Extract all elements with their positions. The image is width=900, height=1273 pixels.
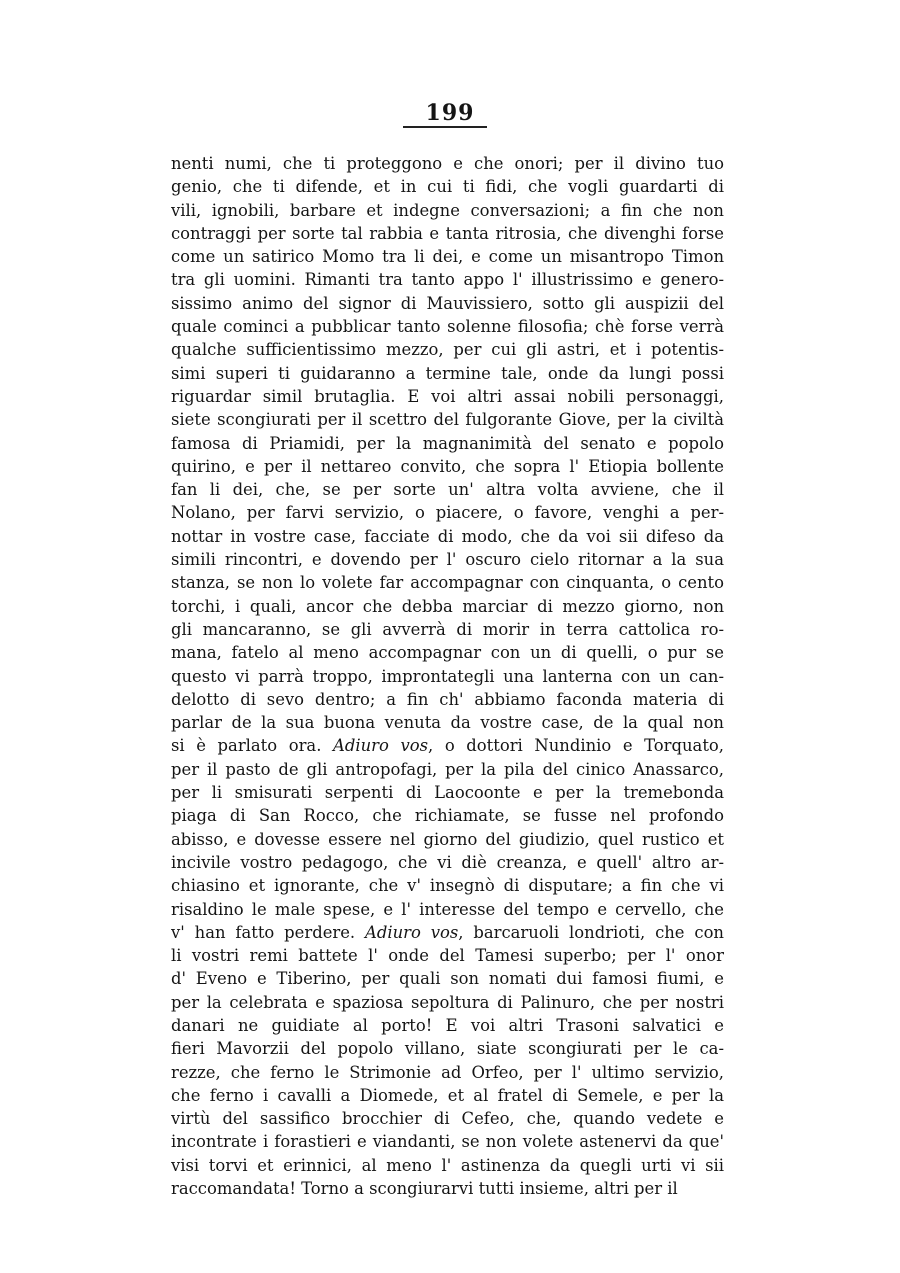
text-line: visi torvi et erinnici, al meno l' astinenza da quegli urti vi sii <box>171 1155 724 1175</box>
text-line: v' han fatto perdere. Adiuro vos, barcaruoli londrioti, che con <box>171 922 724 942</box>
text-line: danari ne guidiate al porto! E voi altri Trasoni salvatici e <box>171 1015 724 1035</box>
text-line: qualche sufficientissimo mezzo, per cui gli astri, et i potentis- <box>171 340 724 360</box>
text-line: si è parlato ora. Adiuro vos, o dottori Nundinio e Torquato, <box>171 736 724 756</box>
text-line: simili rincontri, e dovendo per l' oscuro cielo ritornar a la sua <box>171 550 724 570</box>
text-line: nenti numi, che ti proteggono e che onori; per il divino tuo <box>171 154 724 173</box>
text-line: genio, che ti difende, et in cui ti fidi, che vogli guardarti di <box>171 177 724 197</box>
text-line: piaga di San Rocco, che richiamate, se fusse nel profondo <box>171 806 724 826</box>
text-line: per il pasto de gli antropofagi, per la pila del cinico Anassarco, <box>171 759 724 779</box>
text-line: risaldino le male spese, e l' interesse del tempo e cervello, che <box>171 899 724 919</box>
text-line: per la celebrata e spaziosa sepoltura di Palinuro, che per nostri <box>171 992 724 1012</box>
text-line: abisso, e dovesse essere nel giorno del giudizio, quel rustico et <box>171 829 724 849</box>
text-line: per li smisurati serpenti di Laocoonte e per la tremebonda <box>171 783 724 803</box>
text-line: sissimo animo del signor di Mauvissiero, sotto gli auspizii del <box>171 293 724 313</box>
text-line: che ferno i cavalli a Diomede, et al fratel di Semele, e per la <box>171 1085 724 1105</box>
text-line: questo vi parrà troppo, improntategli una lanterna con un can- <box>171 666 724 686</box>
text-line: vili, ignobili, barbare et indegne conversazioni; a fin che non <box>171 200 724 220</box>
text-line: quirino, e per il nettareo convito, che sopra l' Etiopia bollente <box>171 456 724 476</box>
text-line: virtù del sassifico brocchier di Cefeo, che, quando vedete e <box>171 1109 724 1129</box>
text-line: riguardar simil brutaglia. E voi altri assai nobili personaggi, <box>171 386 724 406</box>
text-line: fieri Mavorzii del popolo villano, siate scongiurati per le ca- <box>171 1039 724 1059</box>
text-line: Nolano, per farvi servizio, o piacere, o favore, venghi a per- <box>171 503 724 523</box>
text-line: tra gli uomini. Rimanti tra tanto appo l' illustrissimo e genero- <box>171 270 724 290</box>
page-number: 199 <box>425 100 475 126</box>
text-line: fan li dei, che, se per sorte un' altra volta avviene, che il <box>171 480 724 500</box>
body-text <box>171 152 724 1200</box>
header-rule <box>403 126 487 128</box>
text-line: torchi, i quali, ancor che debba marciar di mezzo giorno, non <box>171 596 724 616</box>
text-line: incontrate i forastieri e viandanti, se non volete astenervi da que' <box>171 1132 724 1152</box>
text-line: contraggi per sorte tal rabbia e tanta ritrosia, che divenghi forse <box>171 223 724 243</box>
text-line: li vostri remi battete l' onde del Tamesi superbo; per l' onor <box>171 946 724 966</box>
text-line: siete scongiurati per il scettro del fulgorante Giove, per la civiltà <box>171 410 724 430</box>
text-line: come un satirico Momo tra li dei, e come un misantropo Timon <box>171 247 724 267</box>
text-line: incivile vostro pedagogo, che vi diè creanza, e quell' altro ar- <box>171 852 724 872</box>
text-line: simi superi ti guidaranno a termine tale, onde da lungi possi <box>171 363 724 383</box>
text-line: chiasino et ignorante, che v' insegnò di disputare; a fin che vi <box>171 876 724 896</box>
text-line: gli mancaranno, se gli avverrà di morir in terra cattolica ro- <box>171 619 724 639</box>
text-line: stanza, se non lo volete far accompagnar con cinquanta, o cento <box>171 573 724 593</box>
text-line: quale cominci a pubblicar tanto solenne filosofia; chè forse verrà <box>171 317 724 337</box>
text-line: raccomandata! Torno a scongiurarvi tutti insieme, altri per il <box>171 1179 678 1199</box>
text-line: nottar in vostre case, facciate di modo, che da voi sii difeso da <box>171 526 724 546</box>
text-line: d' Eveno e Tiberino, per quali son nomati dui famosi fiumi, e <box>171 969 724 989</box>
text-line: rezze, che ferno le Strimonie ad Orfeo, per l' ultimo servizio, <box>171 1062 724 1082</box>
text-line: parlar de la sua buona venuta da vostre case, de la qual non <box>171 713 724 733</box>
text-line: delotto di sevo dentro; a fin ch' abbiamo faconda materia di <box>171 689 724 709</box>
text-line: famosa di Priamidi, per la magnanimità del senato e popolo <box>171 433 724 453</box>
text-line: mana, fatelo al meno accompagnar con un di quelli, o pur se <box>171 643 724 663</box>
